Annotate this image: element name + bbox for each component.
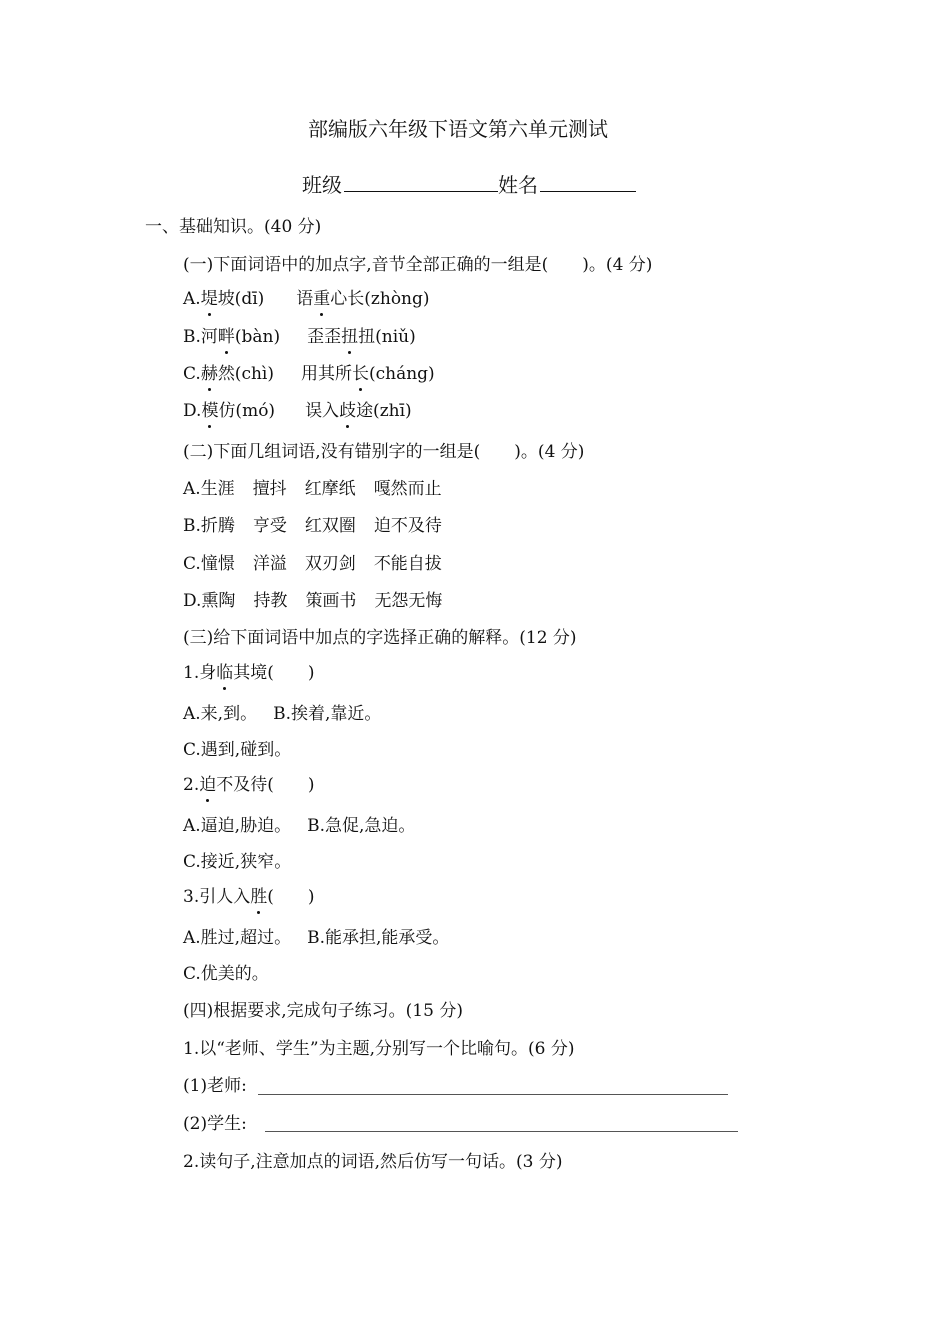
- section-heading: 一、基础知识。(40 分): [145, 217, 322, 237]
- q2-option-a: A.生涯 擅抖 红摩纸 嘎然而止: [183, 479, 442, 499]
- dotted-char: 胜: [250, 887, 268, 907]
- dotted-char: 畔: [217, 327, 235, 347]
- student-label: (2)学生:: [183, 1114, 247, 1134]
- dotted-char: 迫: [199, 775, 217, 795]
- q3-stem: (三)给下面词语中加点的字选择正确的解释。(12 分): [183, 628, 577, 648]
- q2-option-b: B.折腾 亨受 红双圈 迫不及待: [183, 516, 442, 536]
- q3-item-3-ab: A.胜过,超过。 B.能承担,能承受。: [183, 928, 450, 948]
- q3-item-1-ab: A.来,到。 B.挨着,靠近。: [183, 704, 382, 724]
- dotted-char: 重: [313, 289, 331, 309]
- q4-stem: (四)根据要求,完成句子练习。(15 分): [183, 1001, 463, 1021]
- class-name-row: [302, 171, 636, 196]
- student-answer-line[interactable]: [265, 1131, 738, 1132]
- q3-item-1: 1.身临其境( ): [183, 663, 315, 683]
- dotted-char: 扭: [341, 327, 359, 347]
- q3-item-2-ab: A.逼迫,胁迫。 B.急促,急迫。: [183, 816, 416, 836]
- q3-item-3-c: C.优美的。: [183, 964, 269, 984]
- q3-item-3: 3.引人入胜( ): [183, 887, 315, 907]
- q1-option-b: B.河畔(bàn) 歪歪扭扭(niǔ): [183, 327, 416, 347]
- dotted-char: 堤: [200, 289, 218, 309]
- q1-option-a: A.堤坡(dī) 语重心长(zhòng): [183, 289, 430, 309]
- dotted-char: 赫: [200, 364, 218, 384]
- q3-item-2: 2.迫不及待( ): [183, 775, 315, 795]
- dotted-char: 临: [216, 663, 234, 683]
- q2-stem: (二)下面几组词语,没有错别字的一组是( )。(4 分): [183, 442, 585, 462]
- class-label: 班级: [302, 173, 342, 197]
- dotted-char: 模: [201, 401, 219, 421]
- teacher-label: (1)老师:: [183, 1076, 247, 1096]
- dotted-char: 长: [351, 364, 369, 384]
- q1-stem: (一)下面词语中的加点字,音节全部正确的一组是( )。(4 分): [183, 255, 653, 275]
- dotted-char: 歧: [339, 401, 357, 421]
- page-title: 部编版六年级下语文第六单元测试: [308, 117, 608, 141]
- name-blank[interactable]: [540, 171, 636, 192]
- class-blank[interactable]: [344, 171, 498, 192]
- q2-option-d: D.熏陶 持教 策画书 无怨无悔: [183, 591, 443, 611]
- q4-sub1: 1.以“老师、学生”为主题,分别写一个比喻句。(6 分): [183, 1039, 575, 1059]
- q1-option-c: C.赫然(chì) 用其所长(cháng): [183, 364, 435, 384]
- q2-option-c: C.憧憬 洋溢 双刃剑 不能自拔: [183, 554, 442, 574]
- q3-item-1-c: C.遇到,碰到。: [183, 740, 292, 760]
- teacher-answer-line[interactable]: [258, 1094, 728, 1095]
- q4-sub2: 2.读句子,注意加点的词语,然后仿写一句话。(3 分): [183, 1152, 563, 1172]
- q1-option-d: D.模仿(mó) 误入歧途(zhī): [183, 401, 412, 421]
- name-label: 姓名: [498, 173, 538, 197]
- q3-item-2-c: C.接近,狭窄。: [183, 852, 292, 872]
